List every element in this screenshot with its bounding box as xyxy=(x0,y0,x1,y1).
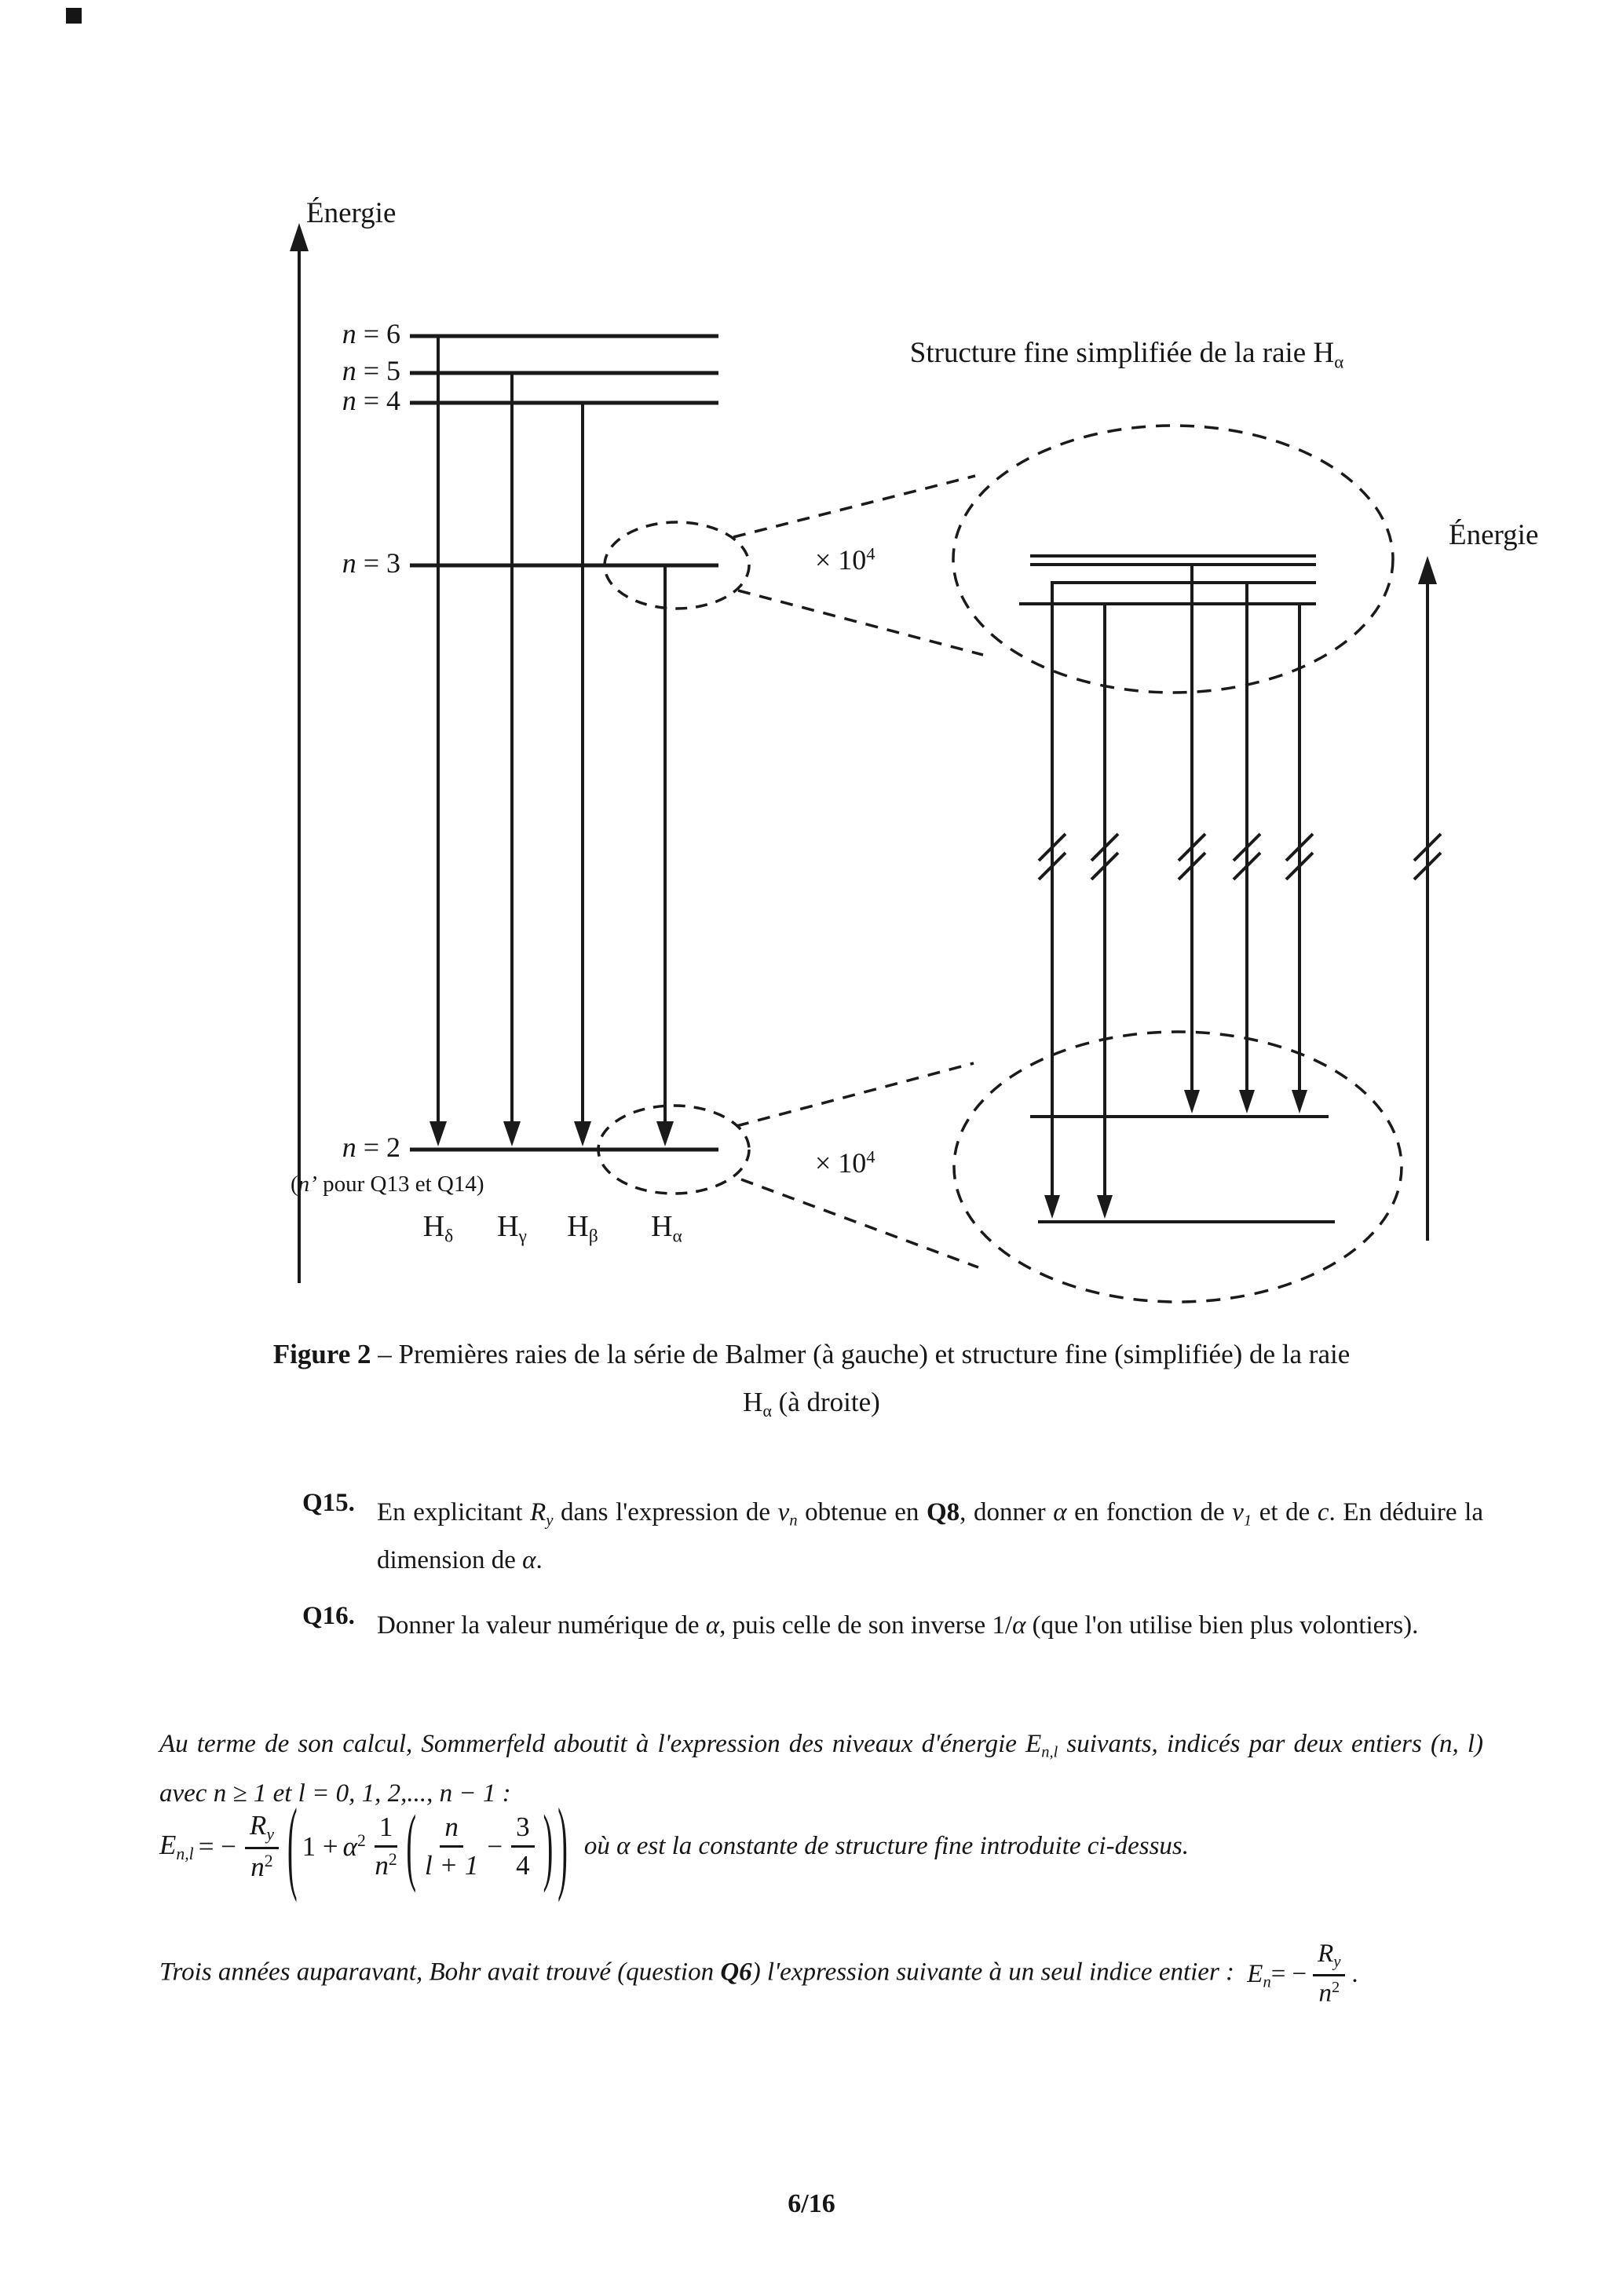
fine-structure-ellipse-n3 xyxy=(953,426,1393,693)
question-q15-label: Q15. xyxy=(302,1489,355,1517)
sommerfeld-paragraph: Au terme de son calcul, Sommerfeld aboutit à l'expression des niveaux d'énergie $E_{n,l}$ suivants, indicés par deux entiers (n, l) avec n ≥ 1 et l = 0, 1, 2,..., n − 1 : xyxy=(159,1730,1483,1808)
close-paren-inner: ) xyxy=(543,1798,554,1895)
sommerfeld-equation xyxy=(157,1789,1189,1905)
transition-h-beta-arrowhead xyxy=(574,1121,591,1146)
bohr-paragraph xyxy=(159,1940,1483,2009)
question-q15 xyxy=(302,1489,1483,1585)
fine-transition-4-arrowhead xyxy=(1239,1090,1255,1113)
transition-label-h-delta: $H_\delta$ xyxy=(422,1210,454,1247)
bohr-intro: Trois années auparavant, Bohr avait trouvé (question Q6) l'expression suivante à un seul indice entier : xyxy=(159,1958,1241,1987)
axis-break-marks xyxy=(1039,834,1441,879)
eq-relation: = − xyxy=(198,1830,236,1862)
zoom-connector-bottom-lower xyxy=(741,1179,978,1267)
n2-note: (n’ pour Q13 et Q14) xyxy=(291,1172,484,1197)
fraction-n-over-l-plus-1: $\frac{n}{l + 1}$ xyxy=(424,1811,479,1881)
sommerfeld-equation-tail: où α est la constante de structure fine introduite ci-dessus. xyxy=(583,1832,1189,1861)
fraction-ry-over-n2: $\frac{R_y}{n^2}$ xyxy=(245,1810,279,1883)
page-number: 6/16 xyxy=(788,2189,835,2218)
zoom-connector-top-upper xyxy=(733,476,975,537)
eq-lhs: $E_{n,l}$ xyxy=(159,1829,194,1863)
fine-structure-ellipse-n2 xyxy=(954,1032,1402,1302)
open-paren-outer: ( xyxy=(287,1789,298,1905)
fine-transition-5-arrowhead xyxy=(1292,1090,1307,1113)
figure2-caption-line2: $H_\alpha$ (à droite) xyxy=(743,1387,880,1421)
fine-transition-2-arrowhead xyxy=(1097,1195,1113,1219)
eq-one-plus: 1 + xyxy=(302,1830,338,1862)
fine-transition-3-arrowhead xyxy=(1184,1090,1200,1113)
zoom-connector-bottom-upper xyxy=(737,1063,974,1126)
question-q16 xyxy=(302,1602,1483,1650)
zoom-factor-bottom: × $10^4$ xyxy=(815,1146,875,1179)
question-q15-text: En explicitant $R_y$ dans l'expression de $v_n$ obtenue en Q8, donner α en fonction de $v_1$ et de c. En déduire la dimension de α. xyxy=(377,1498,1483,1575)
bohr-eq-relation: = − xyxy=(1270,1959,1307,1988)
fraction-3-over-4: $\frac{3}{4}$ xyxy=(511,1812,535,1882)
level-label-n2: n = 2 xyxy=(342,1132,400,1163)
zoom-factor-top: × $10^4$ xyxy=(815,543,875,576)
transition-label-h-beta: $H_\beta$ xyxy=(567,1210,598,1247)
bohr-fraction-ry-over-n2: $\frac{R_y}{n^2}$ xyxy=(1313,1940,1345,2009)
transition-h-gamma-arrowhead xyxy=(503,1121,521,1146)
fraction-1-over-n2: $\frac{1}{n^2}$ xyxy=(375,1811,397,1881)
level-label-n6: n = 6 xyxy=(342,318,400,349)
transition-label-h-gamma: $H_\gamma$ xyxy=(497,1210,527,1247)
transition-h-alpha-arrowhead xyxy=(656,1121,674,1146)
eq-alpha-squared: $\alpha^2$ xyxy=(342,1830,366,1862)
fine-transition-1-arrowhead xyxy=(1044,1195,1060,1219)
fine-structure-title: Structure fine simplifiée de la raie $H_\alpha$ xyxy=(909,337,1344,372)
level-label-n3: n = 3 xyxy=(342,547,400,579)
transition-label-h-alpha: $H_\alpha$ xyxy=(651,1210,682,1247)
bohr-eq-period: . xyxy=(1351,1959,1358,1988)
transition-h-delta-arrowhead xyxy=(430,1121,447,1146)
level-label-n4: n = 4 xyxy=(342,385,400,416)
close-paren-outer: ) xyxy=(557,1789,568,1905)
figure2-caption-line1: Figure 2 – Premières raies de la série de Balmer (à gauche) et structure fine (simplifiée) de la raie xyxy=(272,1339,1351,1369)
bohr-equation xyxy=(1247,1940,1358,2009)
bohr-eq-lhs: $E_n$ xyxy=(1247,1959,1271,1991)
figure2-caption xyxy=(0,1330,1623,1427)
right-energy-axis-arrowhead xyxy=(1418,556,1437,584)
question-q16-text: Donner la valeur numérique de α, puis celle de son inverse 1/α (que l'on utilise bien plus volontiers). xyxy=(377,1611,1419,1640)
level-label-n5: n = 5 xyxy=(342,355,400,386)
left-axis-label: Énergie xyxy=(306,197,397,229)
zoom-connector-top-lower xyxy=(738,590,983,655)
question-q16-label: Q16. xyxy=(302,1602,355,1630)
right-axis-label: Énergie xyxy=(1449,519,1539,551)
eq-minus: − xyxy=(487,1830,503,1862)
open-paren-inner: ( xyxy=(406,1798,416,1895)
